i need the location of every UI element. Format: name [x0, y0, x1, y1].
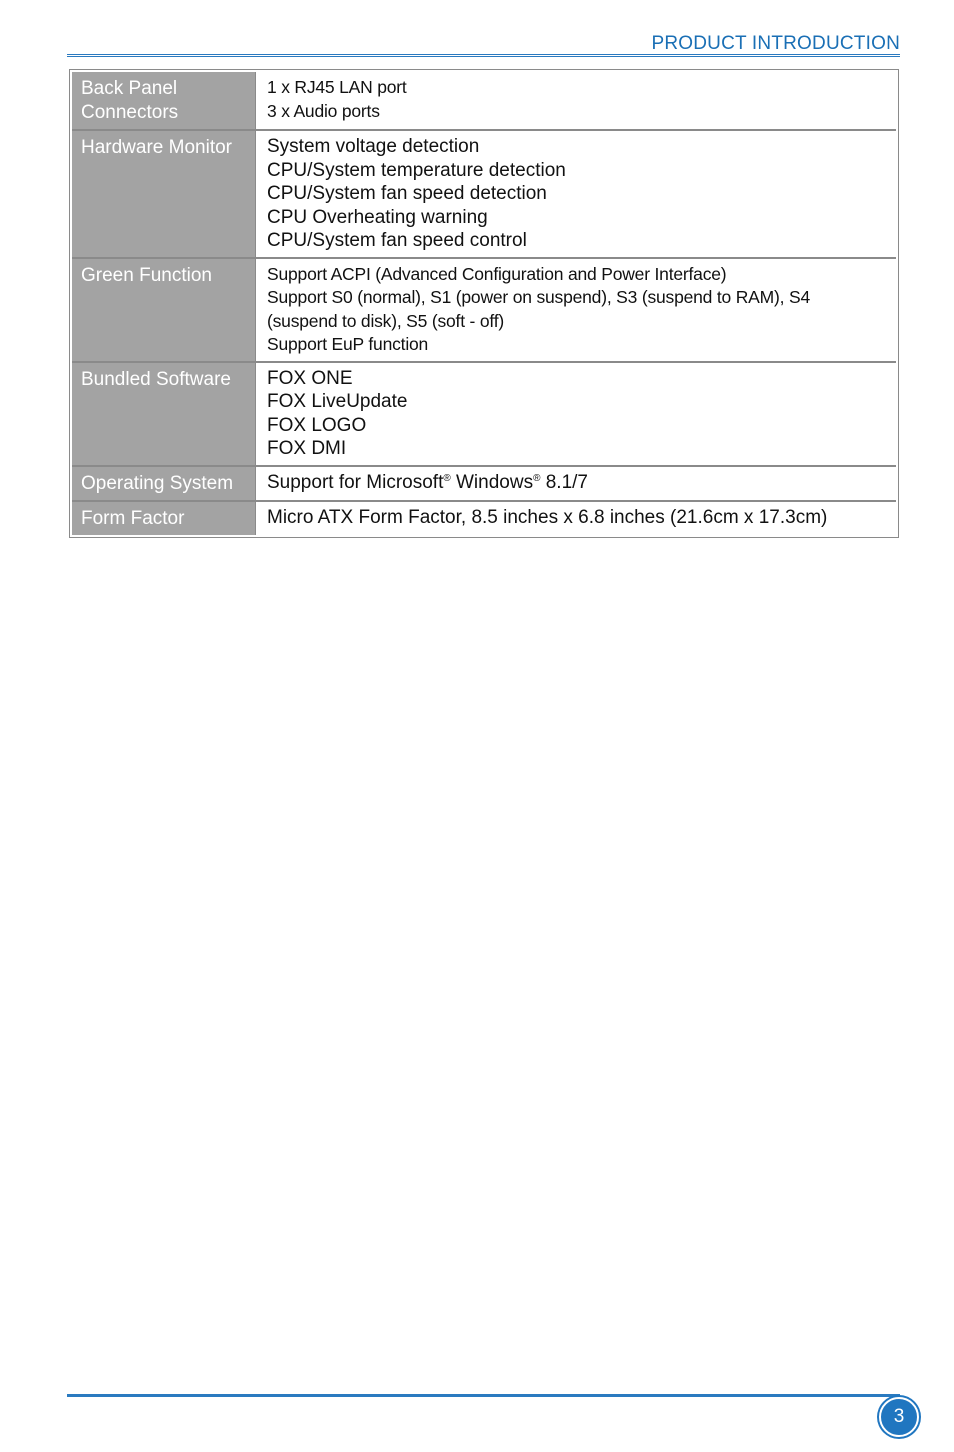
- spec-value-line: Support S0 (normal), S1 (power on suspend), S3 (suspend to RAM), S4: [267, 287, 810, 307]
- spec-value-line: CPU/System fan speed detection: [267, 183, 547, 204]
- spec-label-operating-system: Operating System: [72, 467, 255, 500]
- os-text: 8.1/7: [540, 471, 588, 493]
- spec-value-line: CPU Overheating warning: [267, 206, 488, 228]
- section-title: PRODUCT INTRODUCTION: [651, 33, 900, 54]
- spec-value-line: System voltage detection: [267, 136, 480, 157]
- spec-label-line: Connectors: [81, 102, 179, 123]
- spec-value-line: Support ACPI (Advanced Configuration and Power Interface): [267, 263, 727, 284]
- specification-table: [69, 69, 899, 538]
- spec-value-line: Support EuP function: [267, 334, 429, 354]
- spec-label-form-factor: Form Factor: [72, 502, 255, 535]
- spec-label-back-panel: [72, 72, 255, 129]
- spec-row-operating-system: [72, 467, 896, 502]
- spec-label-bundled-software: Bundled Software: [72, 363, 255, 465]
- spec-value-line: CPU/System fan speed control: [267, 230, 527, 251]
- spec-label-green-function: Green Function: [72, 259, 255, 361]
- spec-value-bundled-software: [255, 363, 896, 465]
- spec-value-line: 1 x RJ45 LAN port: [267, 77, 407, 97]
- spec-row-hardware-monitor: [72, 131, 896, 259]
- spec-value-operating-system: [255, 467, 896, 500]
- registered-mark: ®: [443, 472, 451, 484]
- spec-label-line: Back Panel: [81, 78, 178, 99]
- spec-value-line: FOX LOGO: [267, 414, 367, 436]
- spec-value-form-factor: Micro ATX Form Factor, 8.5 inches x 6.8 inches (21.6cm x 17.3cm): [255, 502, 896, 535]
- spec-row-green-function: [72, 259, 896, 363]
- registered-mark: ®: [533, 472, 541, 484]
- spec-row-form-factor: [72, 502, 896, 535]
- os-text: Windows: [450, 471, 534, 493]
- header-divider: [67, 54, 900, 57]
- spec-value-green-function: [255, 259, 896, 361]
- os-text: Support for Microsoft: [267, 471, 444, 493]
- spec-value-line: FOX LiveUpdate: [267, 391, 408, 412]
- spec-label-hardware-monitor: Hardware Monitor: [72, 131, 255, 257]
- spec-value-line: FOX ONE: [267, 367, 353, 389]
- spec-value-back-panel: [255, 72, 896, 129]
- spec-value-hardware-monitor: [255, 131, 896, 257]
- spec-value-line: CPU/System temperature detection: [267, 159, 566, 181]
- page-number-badge: 3: [879, 1397, 919, 1437]
- spec-value-line: FOX DMI: [267, 438, 347, 459]
- spec-value-line: (suspend to disk), S5 (soft - off): [267, 310, 505, 331]
- spec-value-line: 3 x Audio ports: [267, 100, 380, 121]
- spec-row-back-panel: [72, 72, 896, 131]
- footer-divider: [67, 1394, 900, 1397]
- spec-row-bundled-software: [72, 363, 896, 467]
